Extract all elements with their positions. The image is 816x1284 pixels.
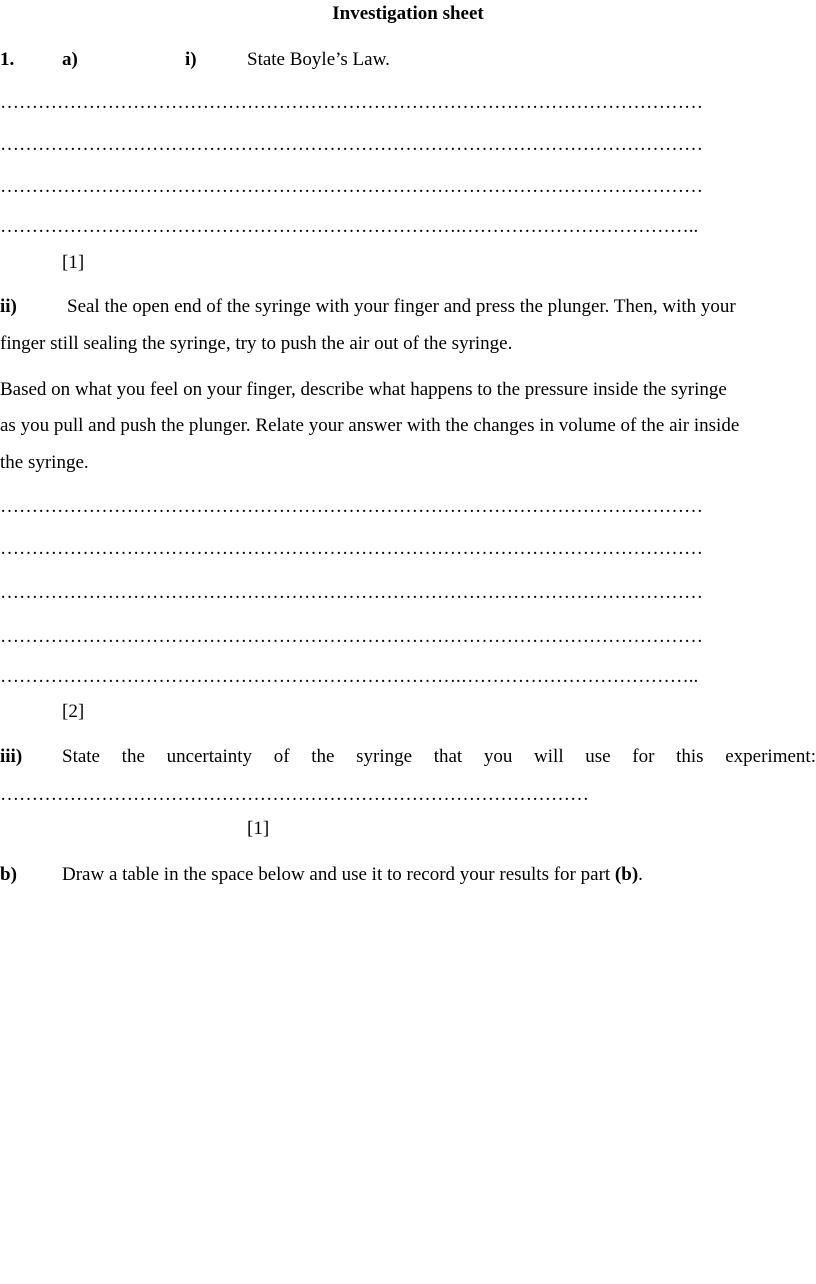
sub-ii-label: ii) [0, 296, 17, 317]
marks-ii: [2] [62, 701, 85, 722]
sub-iii-word: of [273, 746, 290, 767]
answer-line-ii-4[interactable]: ………………………………………………………………………………………………… [0, 626, 703, 647]
question-number: 1. [0, 49, 15, 70]
answer-line-i-2[interactable]: ………………………………………………………………………………………………… [0, 134, 703, 155]
sub-i-prompt: State Boyle’s Law. [247, 49, 390, 70]
sub-ii-para2-line-1: Based on what you feel on your finger, describe what happens to the pressure inside the syringe [0, 379, 727, 400]
marks-i: [1] [62, 252, 85, 273]
answer-line-i-4[interactable]: ……………………………………………………………….……………………………….. [0, 216, 699, 237]
answer-line-i-3[interactable]: ………………………………………………………………………………………………… [0, 176, 703, 197]
sub-iii-word: for [632, 746, 655, 767]
sub-iii-word: State [62, 746, 100, 767]
sub-iii-word: the [311, 746, 335, 767]
sub-ii-para2-line-3: the syringe. [0, 452, 89, 473]
sub-iii-label: iii) [0, 746, 23, 767]
answer-line-i-1[interactable]: ………………………………………………………………………………………………… [0, 92, 703, 113]
part-b-prompt [62, 864, 643, 887]
answer-line-ii-2[interactable]: ………………………………………………………………………………………………… [0, 538, 703, 559]
sub-iii-word: will [534, 746, 564, 767]
sub-iii-word: use [585, 746, 611, 767]
sub-ii-para2-line-2: as you pull and push the plunger. Relate your answer with the changes in volume of the air inside [0, 415, 740, 436]
part-b-label: b) [0, 864, 17, 885]
part-b-text: Draw a table in the space below and use it to record your results for part [62, 864, 615, 885]
answer-line-iii[interactable]: ………………………………………………………………………………… [0, 784, 589, 805]
part-a-label: a) [62, 49, 78, 70]
sub-ii-line-1: Seal the open end of the syringe with your finger and press the plunger. Then, with your [67, 296, 736, 317]
page-title: Investigation sheet [332, 3, 484, 24]
sub-iii-word: experiment: [725, 746, 816, 767]
answer-line-ii-1[interactable]: ………………………………………………………………………………………………… [0, 496, 703, 517]
sub-iii-word: uncertainty [166, 746, 253, 767]
table-drawing-space[interactable] [0, 900, 816, 1280]
sub-iii-word: that [433, 746, 463, 767]
sub-iii-word: syringe [356, 746, 413, 767]
answer-line-ii-5[interactable]: ……………………………………………………………….……………………………….. [0, 666, 699, 687]
part-b-reference: (b) [614, 864, 639, 885]
part-b-period: . [638, 864, 643, 885]
answer-line-ii-3[interactable]: ………………………………………………………………………………………………… [0, 582, 703, 603]
marks-iii: [1] [247, 818, 270, 839]
sub-iii-word: you [483, 746, 513, 767]
sub-iii-word: the [121, 746, 145, 767]
sub-iii-prompt [62, 746, 816, 769]
sub-i-label: i) [185, 49, 197, 70]
sub-iii-word: this [676, 746, 704, 767]
sub-ii-line-2: finger still sealing the syringe, try to push the air out of the syringe. [0, 333, 513, 354]
